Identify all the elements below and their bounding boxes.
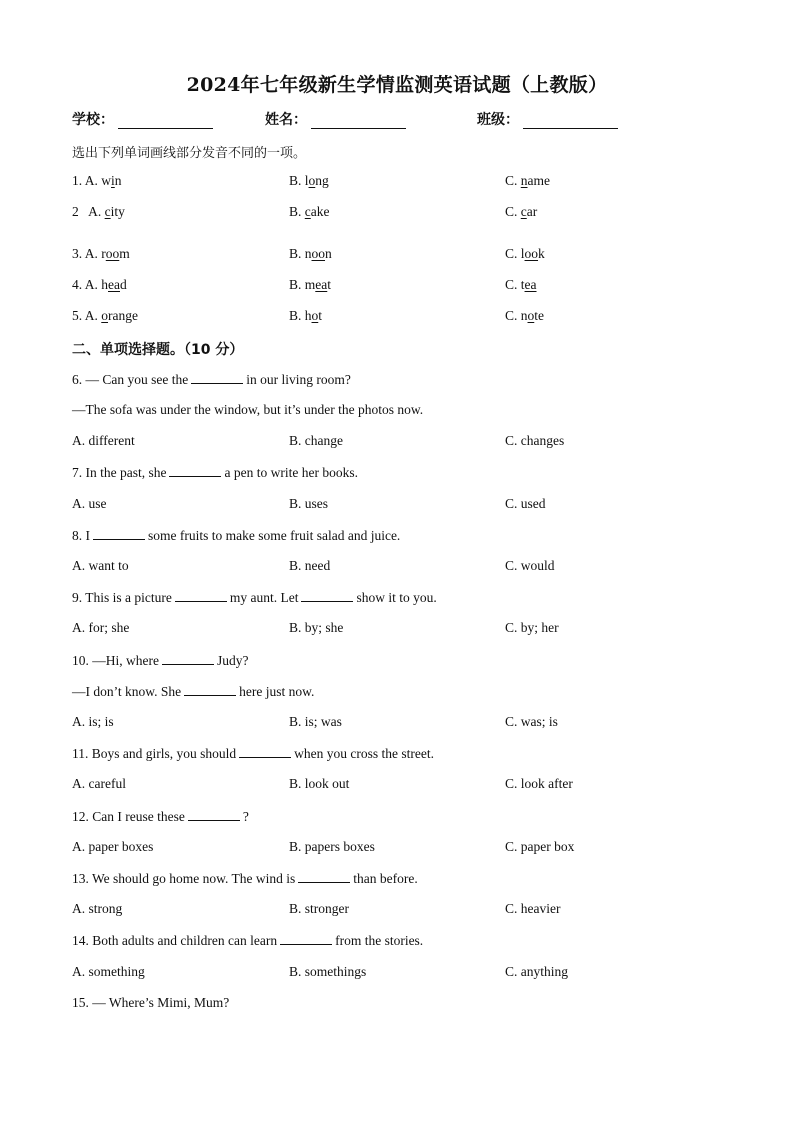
q9-option-a[interactable]: A. for; she <box>72 620 130 635</box>
q8-option-c[interactable]: C. would <box>505 558 555 573</box>
q1-option-b[interactable]: B. long <box>289 173 329 188</box>
q14-option-c[interactable]: C. anything <box>505 964 568 979</box>
q8-blank[interactable] <box>93 527 145 540</box>
q7-option-a[interactable]: A. use <box>72 496 107 511</box>
q9-option-b[interactable]: B. by; she <box>289 620 344 635</box>
school-label: 学校： <box>72 112 114 128</box>
q10-option-a[interactable]: A. is; is <box>72 714 114 729</box>
school-blank[interactable] <box>118 113 213 129</box>
q9-blank-2[interactable] <box>301 589 353 602</box>
q6-stem-2: —The sofa was under the window, but it’s under the photos now. <box>72 402 424 417</box>
q13-blank[interactable] <box>298 870 350 883</box>
page-title: 2024年七年级新生学情监测英语试题（上教版） <box>186 74 608 96</box>
q6-option-a[interactable]: A. different <box>72 433 135 448</box>
q6-option-b[interactable]: B. change <box>289 433 343 448</box>
q14-option-a[interactable]: A. something <box>72 964 145 979</box>
q4-option-a[interactable]: 4. A. head <box>72 277 127 292</box>
q7-option-c[interactable]: C. used <box>505 496 546 511</box>
q6-option-c[interactable]: C. changes <box>505 433 565 448</box>
q1-option-a[interactable]: 1. A. win <box>72 173 122 188</box>
q14-blank[interactable] <box>280 932 332 945</box>
q13-option-b[interactable]: B. stronger <box>289 901 349 916</box>
q3-option-b[interactable]: B. noon <box>289 246 332 261</box>
q11-option-b[interactable]: B. look out <box>289 776 350 791</box>
q8-stem: 8. I some fruits to make some fruit salad and juice. <box>72 528 401 543</box>
name-field <box>265 109 406 129</box>
q13-option-c[interactable]: C. heavier <box>505 901 561 916</box>
class-label: 班级： <box>477 112 519 128</box>
q2-option-c[interactable]: C. car <box>505 204 538 219</box>
q5-option-c[interactable]: C. note <box>505 308 545 323</box>
q9-blank-1[interactable] <box>175 589 227 602</box>
q12-option-a[interactable]: A. paper boxes <box>72 839 154 854</box>
q6-blank[interactable] <box>191 371 243 384</box>
q3-option-c[interactable]: C. look <box>505 246 545 261</box>
q7-option-b[interactable]: B. uses <box>289 496 329 511</box>
q14-stem: 14. Both adults and children can learn from the stories. <box>72 933 424 948</box>
q5-option-b[interactable]: B. hot <box>289 308 323 323</box>
q4-option-b[interactable]: B. meat <box>289 277 332 292</box>
q14-option-b[interactable]: B. somethings <box>289 964 367 979</box>
name-blank[interactable] <box>311 113 406 129</box>
q11-option-c[interactable]: C. look after <box>505 776 573 791</box>
q6-stem: 6. — Can you see the in our living room? <box>72 372 351 387</box>
q9-option-c[interactable]: C. by; her <box>505 620 559 635</box>
q8-option-a[interactable]: A. want to <box>72 558 129 573</box>
school-field <box>72 109 213 129</box>
q10-blank-2[interactable] <box>184 683 236 696</box>
q12-stem: 12. Can I reuse these ? <box>72 809 249 824</box>
section2-heading: 二、单项选择题。（10 分） <box>72 342 244 358</box>
q8-option-b[interactable]: B. need <box>289 558 331 573</box>
q7-blank[interactable] <box>169 464 221 477</box>
q10-blank-1[interactable] <box>162 652 214 665</box>
section1-instruction: 选出下列单词画线部分发音不同的一项。 <box>72 146 307 161</box>
q9-stem: 9. This is a picture my aunt. Let show it to you. <box>72 590 437 605</box>
q7-stem: 7. In the past, she a pen to write her books. <box>72 465 358 480</box>
q12-blank[interactable] <box>188 808 240 821</box>
q12-option-b[interactable]: B. papers boxes <box>289 839 375 854</box>
q11-stem: 11. Boys and girls, you should when you cross the street. <box>72 746 434 761</box>
q10-option-c[interactable]: C. was; is <box>505 714 558 729</box>
q10-stem: 10. —Hi, where Judy? <box>72 653 249 668</box>
q11-option-a[interactable]: A. careful <box>72 776 126 791</box>
q4-option-c[interactable]: C. tea <box>505 277 537 292</box>
q11-blank[interactable] <box>239 745 291 758</box>
q13-stem: 13. We should go home now. The wind is than before. <box>72 871 418 886</box>
q5-option-a[interactable]: 5. A. orange <box>72 308 138 323</box>
q13-option-a[interactable]: A. strong <box>72 901 123 916</box>
name-label: 姓名： <box>265 112 307 128</box>
q15-stem: 15. — Where’s Mimi, Mum? <box>72 995 230 1010</box>
q1-option-c[interactable]: C. name <box>505 173 551 188</box>
q2-option-a[interactable]: 2 A. city <box>72 204 125 219</box>
class-blank[interactable] <box>523 113 618 129</box>
q10-option-b[interactable]: B. is; was <box>289 714 342 729</box>
class-field <box>477 109 618 129</box>
q2-option-b[interactable]: B. cake <box>289 204 330 219</box>
q10-stem-2: —I don’t know. She here just now. <box>72 684 315 699</box>
q3-option-a[interactable]: 3. A. room <box>72 246 130 261</box>
q12-option-c[interactable]: C. paper box <box>505 839 575 854</box>
